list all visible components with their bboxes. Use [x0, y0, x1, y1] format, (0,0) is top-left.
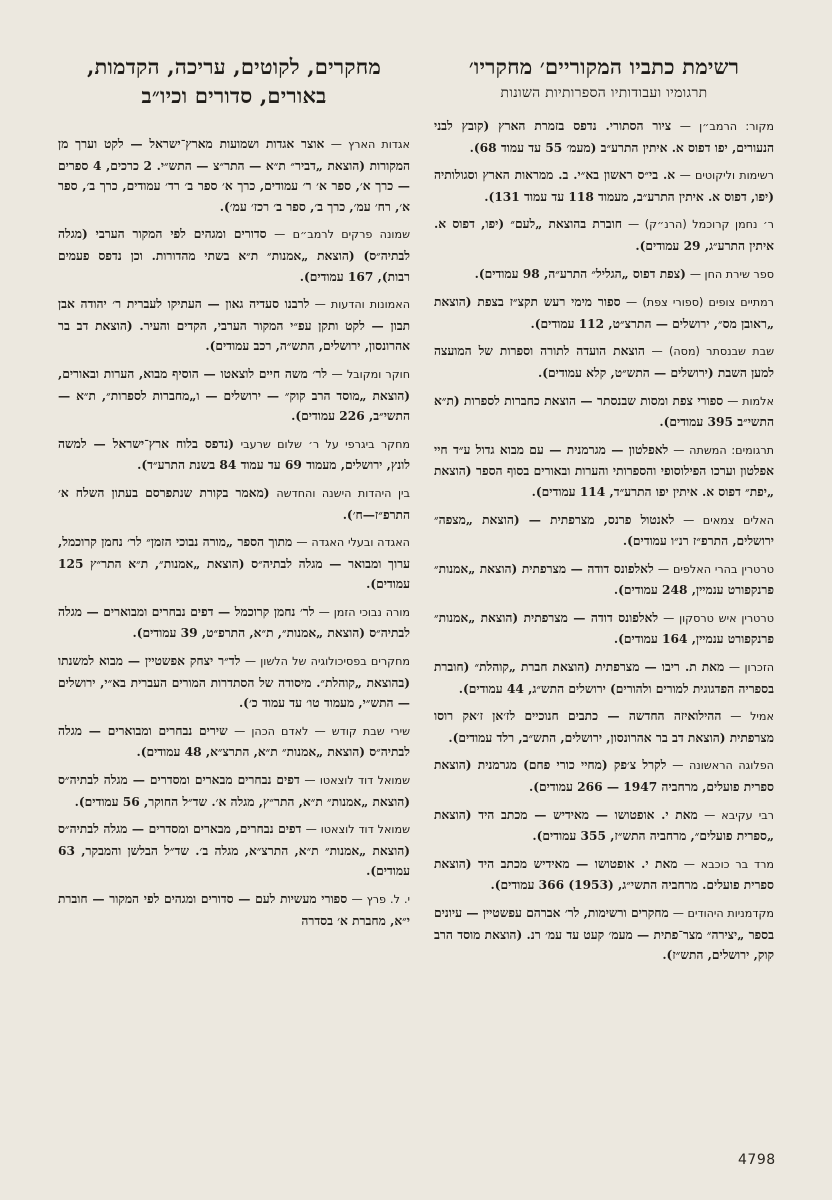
bibliography-entry	[434, 214, 774, 256]
bibliography-entry	[434, 292, 774, 334]
entry-body: מחקרים ורשימות, לר׳ אברהם עפשטיין — עיונים בספר „יצירה״ מצר־פתית — מעמ׳ קעט עד עמ׳ רנ. (הוצאת מוסד הרב קוק, ירושלים, התש״ז).	[434, 906, 774, 963]
entry-body: (מאמר בקורת שנתפרסם בעתון השלח א׳ התרפ״ז—ח׳).	[58, 485, 410, 522]
entry-body: שירים נבחרים ומבוארים — מגלה לבתיה״ס (הוצאת „אמנות״ ת״א, התרצ״א, 48 עמודים).	[58, 723, 410, 760]
entry-body: לאלפונס דודה — מצרפתית (הוצאת „אמנות״ פרנקפורט ענמיין, 248 עמודים).	[434, 561, 774, 598]
bibliography-entry	[58, 483, 410, 525]
bibliography-entry	[434, 608, 774, 650]
entry-body: מאת ת. ריבו — מצרפתית (הוצאת חברת „קוהלת״ (חוברת בספריה הפדגוגית למורים ולהורים) ירושלים התש״ג, 44 עמודים).	[434, 660, 774, 696]
entry-lead: ספר שירת החן —	[689, 267, 774, 281]
entry-lead: מרד בר כוכבא —	[683, 857, 775, 871]
entry-body: מתוך הספר „מורה נבוכי הזמן״ לר׳ נחמן קרוכמל, ערוך ומבואר — מגלה לבתיה״ס (הוצאת „אמנות״, ת״א התר״ץ 125 עמודים).	[58, 535, 410, 592]
bibliography-entry	[58, 770, 410, 812]
entry-lead: ר׳ נחמן קרוכמל (הרנ״ק) —	[627, 218, 775, 232]
bibliography-entry	[434, 341, 774, 383]
bibliography-entry	[434, 755, 774, 797]
entry-body: סדורים ומגהים לפי המקור הערבי (מגלה לבתיה״ס) (הוצאת „אמנות״ ת״א בשתי מהדורות. וכן נדפס פעמים רבות), 167 עמודים).	[58, 227, 410, 284]
entry-lead: שמואל דוד לוצאטו —	[304, 774, 410, 788]
entry-body: מאת י. אופטושו — מאידיש — מכתב היד (הוצאת „ספרית פועלים״, מרחביה התש״ז, 355 עמודים).	[434, 807, 774, 844]
entry-lead: תרגומים: המשתה —	[673, 443, 774, 457]
entry-lead: רבי עקיבא —	[704, 808, 774, 822]
bibliography-entry	[434, 657, 774, 699]
entry-body: דפים נבחרים מבארים ומסדרים — מגלה לבתיה״ס (הוצאת „אמנות״ ת״א, התר״ץ, מגלה א׳. שד״ל החוקר, 56 עמודים).	[58, 773, 410, 809]
entry-lead: שמואל דוד לוצאטו —	[305, 823, 411, 837]
entry-lead: הפלוגה הראשונה —	[672, 759, 774, 773]
entry-body: לד״ר יצחק אפשטיין — מבוא למשנתו (בהוצאת „קוהלת״. מיסודה של הסתדרות המורים העברית בא״י, ירושלים — התש״י, מעמוד טו׳ עד עמוד כ׳).	[58, 654, 410, 711]
entry-lead: מקדמניות היהודים —	[672, 907, 775, 920]
bibliography-entry	[434, 440, 774, 503]
bibliography-entry	[58, 721, 410, 763]
entry-body: (נדפס בלוח ארץ־ישראל — למשה לונץ, ירושלים, מעמוד 69 עד עמוד 84 בשנת התרע״ד).	[58, 436, 410, 473]
entry-body: הוצאת הועדה לתורה וספרות של המועצה למען השבת (ירושלים — התש״ט, קלא עמודים).	[434, 344, 774, 380]
entry-lead: שבת שבנסתר (מסה) —	[651, 345, 775, 359]
bibliography-entry	[434, 116, 774, 158]
entry-body: ספור מימי רעש תקצ״ז בצפת (הוצאת „ראובן מס״, ירושלים — התרצ״ט, 112 עמודים).	[434, 295, 774, 331]
bibliography-entry	[434, 510, 774, 552]
bibliography-entry	[434, 805, 774, 847]
bibliography-entry	[58, 294, 410, 357]
entry-body: א. בי״ס ראשון בא״י. ב. ממראות הארץ וסגולותיה (יפו, דפוס א. איתין התרע״ב, מעמוד 118 עד עמוד 131).	[434, 168, 774, 204]
left-column	[58, 52, 410, 938]
bibliography-entry	[58, 602, 410, 644]
entry-lead: מחקר ביגרפי על ר׳ שלום שרעבי	[240, 437, 411, 451]
entry-lead: מקור: הרמב״ן —	[679, 120, 775, 133]
entry-lead: מחקרים בפסיכולוגיה של הלשון —	[244, 655, 410, 669]
entry-lead: אגדות הארץ —	[330, 138, 410, 151]
entry-body: חוברת בהוצאת „לעם״ (יפו, דפוס א. איתין התרע״ג, 29 עמודים).	[434, 217, 774, 253]
bibliography-entry	[58, 819, 410, 882]
entry-lead: אמיל —	[730, 710, 775, 724]
entry-body: לאנטול פרנס, מצרפתית — (הוצאת „מצפה״ ירושלים, התרפ״ז רנ״ו עמודים).	[434, 512, 774, 549]
entry-lead: י. ל. פרץ —	[351, 893, 411, 906]
bibliography-entry	[434, 391, 774, 433]
entry-lead: מורה נבוכי הזמן —	[318, 605, 411, 619]
entry-body: לר׳ נחמן קרוכמל — דפים נבחרים ומבוארים — מגלה לבתיה״ס (הוצאת „אמנות״, ת״א, התרפ״ט, 39 עמודים).	[58, 604, 410, 641]
right-column-entries	[434, 116, 774, 966]
entry-body: לר׳ משה חיים לוצאטו — הוסיף מבוא, הערות ובאורים, (הוצאת „מוסד הרב קוק״ — ירושלים — ו„מחברות לספרות״, ת״א — התשי״ב, 226 עמודים).	[58, 366, 410, 424]
bibliography-entry	[434, 854, 774, 896]
entry-lead: בין היהדות הישנה והחדשה	[276, 486, 410, 500]
entry-lead: שמונה פרקים לרמב״ם —	[274, 228, 410, 242]
entry-body: דפים נבחרים, מבארים ומסדרים — מגלה לבתיה״ס (הוצאת „אמנות״ ת״א, התרצ״א, מגלה ב׳. שד״ל הבלשן והמבקר, 63 עמודים).	[58, 822, 410, 879]
entry-lead: האגדה ובעלי האגדה —	[296, 536, 410, 550]
bibliography-entry	[58, 434, 410, 476]
bibliography-entry	[58, 532, 410, 595]
bibliography-entry	[58, 224, 410, 287]
entry-lead: טרטרין איש טרסקון —	[663, 611, 775, 625]
bibliography-entry	[58, 651, 410, 714]
entry-body: לרבנו סעדיה גאון — העתיקו לעברית ר׳ יהודה אבן תבון — לקט ותקן עפ״י המקור הערבי, הקדים והעיר. (הוצאת דב בר אהרונסון, ירושלים, התש״ה, רכב עמודים).	[58, 297, 410, 354]
left-column-title: מחקרים, לקוטים, עריכה, הקדמות, באורים, סדורים וכיו״ב	[86, 54, 382, 108]
entry-lead: האמונות והדעות —	[314, 298, 411, 312]
entry-lead: טרטרין בהרי האלפים —	[657, 562, 775, 576]
entry-body: ספורי צפת ומסות שבנסתר — הוצאת כחברות לספרות (ת״א התשי״ב 395 עמודים).	[434, 393, 774, 430]
entry-body: אוצר אגדות ושמועות מארץ־ישראל — לקט וערך מן המקורות (הוצאת „דביר״ ת״א — התר״צ — התש״י. 2 כרכים, 4 ספרים — כרך א׳, ספר א׳ ר׳ עמודים, כרך א׳ ספר ב׳ רד׳ עמודים, כרך ב׳, ספר א׳, רח׳ עמ׳, כרך ב׳, ספר ב׳ רכז׳ עמ׳).	[58, 137, 410, 214]
bibliography-entry	[434, 706, 774, 748]
entry-body: ציור הסתורי. נדפס בזמרת הארץ (קובץ לבני הנעורים, יפו דפוס א. איתין התרע״ב (מעמ׳ 55 עד עמוד 68).	[434, 119, 774, 155]
bibliography-entry	[434, 559, 774, 601]
entry-lead: הזכרון —	[728, 661, 774, 675]
entry-lead: שירי שבת קודש — לאדם הכהן —	[234, 724, 410, 738]
bibliography-entry	[434, 165, 774, 207]
entry-lead: אלמות —	[727, 394, 774, 408]
entry-lead: האלים צמאים —	[683, 513, 775, 527]
entry-lead: רמתיים צופים (ספורי צפת) —	[626, 296, 775, 310]
bibliography-entry	[58, 364, 410, 427]
right-column	[434, 52, 774, 973]
entry-body: לאלפונס דודה — מצרפתית (הוצאת „אמנות״ פרנקפורט ענמיין, 164 עמודים).	[434, 610, 774, 647]
entry-body: (צפת דפוס „הגליל״ התרע״ה, 98 עמודים).	[474, 266, 686, 281]
entry-lead: חוקר ומקובל —	[331, 367, 411, 381]
page-number: 4798	[738, 1152, 776, 1168]
entry-body: ההילואיזה החדשה — כתבים חנוכיים לז׳אן ז׳אק רוסו מצרפתית (הוצאת דב בר אהרונסון, ירושלים, התש״ב, רלד עמודים).	[434, 709, 774, 745]
entry-body: מאת י. אופטושו — מאידיש מכתב היד (הוצאת ספרית פועלים. מרחביה התשי״ג, (1953) 366 עמודים).	[434, 856, 774, 893]
entry-body: ספורי מעשיות לעם — סדורים ומגהים לפי המקור — חוברת י״א, מחברת א׳ בסדרה	[58, 892, 410, 928]
right-column-subtitle: תרגומיו ועבודותיו הספרותיות השונות	[500, 85, 708, 101]
entry-lead: רשימות וליקוטים —	[679, 169, 774, 183]
bibliography-entry	[434, 903, 774, 966]
left-column-entries	[58, 134, 410, 931]
bibliography-entry	[58, 134, 410, 217]
bibliography-entry	[58, 889, 410, 931]
bibliography-entry	[434, 264, 774, 286]
right-column-title: רשימת כתביו המקוריים׳ מחקריו׳	[468, 54, 740, 79]
entry-body: לקרל צ׳פק (מחיי כורי פחם) מגרמנית (הוצאת ספרית פועלים, מרחביה 1947 — 266 עמודים).	[434, 758, 774, 795]
entry-body: לאפלטון — מגרמנית — עם מבוא גדול ע״ד חיי אפלטון וערכו הפילוסופי והספרותי והערות ובאורים בסוף הספר (הוצאת „יפת״ דפוס א. איתין יפו התרע״ד, 114 עמודים).	[434, 442, 774, 499]
